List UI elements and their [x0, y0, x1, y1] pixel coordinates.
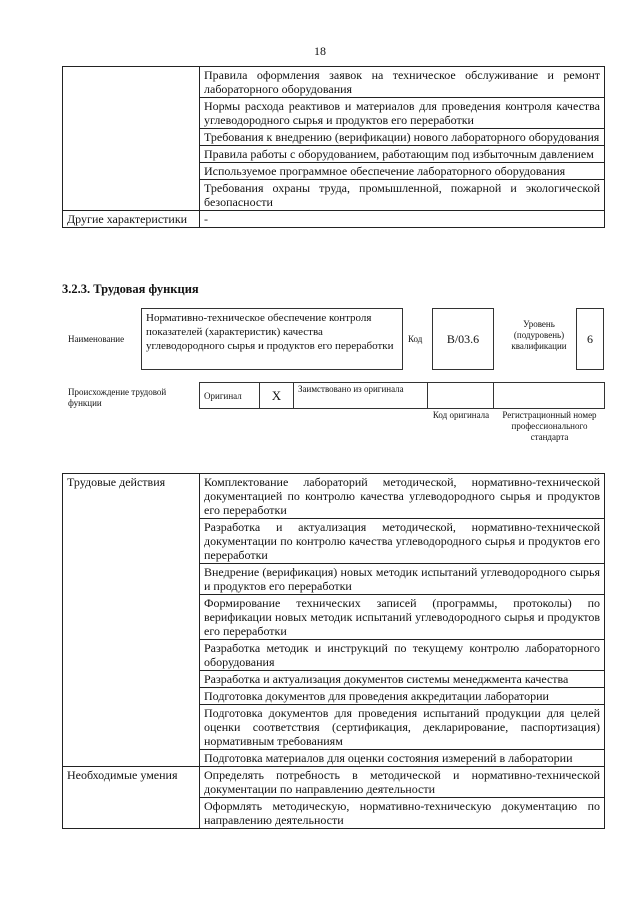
name-label: Наименование [68, 334, 125, 344]
action-item: Комплектование лабораторий методической, нормативно-технической документацией по контролю качества углеводородного сырья и продуктов его переработки [200, 474, 605, 519]
skill-item: Оформлять методическую, нормативно-техническую документацию по направлению деятельности [200, 798, 605, 829]
actions-label: Трудовые действия [63, 474, 200, 519]
level-value-box [576, 308, 604, 370]
knowledge-item: Используемое программное обеспечение лабораторного оборудования [200, 163, 605, 180]
knowledge-item: Правила работы с оборудованием, работающим под избыточным давлением [200, 146, 605, 163]
knowledge-item: Требования охраны труда, промышленной, пожарной и экологической безопасности [200, 180, 605, 211]
origin-reg-cell [494, 383, 605, 409]
action-item: Подготовка документов для проведения испытаний продукции для целей оценки соответствия (сертификация, декларирование, паспортизация) нормативным требованиям [200, 705, 605, 750]
action-item: Разработка методик и инструкций по текущему контролю лабораторного оборудования [200, 640, 605, 671]
origin-table [199, 382, 605, 409]
code-caption: Код оригинала [432, 410, 490, 420]
origin-label: Происхождение трудовой функции [68, 387, 167, 408]
name-value: Нормативно-техническое обеспечение контроля показателей (характеристик) качества углеводородного сырья и продуктов его переработки [146, 312, 394, 352]
level-label: Уровень (подуровень) квалификации [511, 319, 567, 351]
code-value-box [432, 308, 494, 370]
original-label: Оригинал [200, 383, 260, 409]
action-item: Внедрение (верификация) новых методик испытаний углеводородного сырья и продуктов его переработки [200, 564, 605, 595]
origin-code-cell [428, 383, 494, 409]
skills-label: Необходимые умения [63, 767, 200, 798]
code-label: Код [408, 334, 423, 344]
action-item: Формирование технических записей (программы, протоколы) по верификации новых методик испытаний углеводородного сырья и продуктов его переработки [200, 595, 605, 640]
code-value: B/03.6 [446, 331, 480, 346]
action-item: Разработка и актуализация методической, нормативно-технической документации по контролю качества углеводородного сырья и продуктов его переработки [200, 519, 605, 564]
knowledge-item: Требования к внедрению (верификации) нового лабораторного оборудования [200, 129, 605, 146]
knowledge-item: Правила оформления заявок на техническое обслуживание и ремонт лабораторного оборудования [200, 67, 605, 98]
reg-caption: Регистрационный номер профессионального стандарта [502, 410, 597, 442]
action-item: Разработка и актуализация документов системы менеджмента качества [200, 671, 605, 688]
section-title: 3.2.3. Трудовая функция [62, 282, 199, 296]
action-item: Подготовка документов для проведения аккредитации лаборатории [200, 688, 605, 705]
knowledge-label-cell [63, 67, 200, 98]
other-characteristics-label: Другие характеристики [63, 211, 200, 228]
knowledge-table [62, 66, 605, 228]
skill-item: Определять потребность в методической и нормативно-технической документации по направлению деятельности [200, 767, 605, 798]
function-table [62, 473, 605, 829]
level-value: 6 [587, 331, 593, 346]
action-item: Подготовка материалов для оценки состояния измерений в лаборатории [200, 750, 605, 767]
other-characteristics-value: - [200, 211, 605, 228]
name-value-box [141, 308, 403, 370]
knowledge-item: Нормы расхода реактивов и материалов для проведения контроля качества углеводородного сырья и продуктов его переработки [200, 98, 605, 129]
page-number: 18 [314, 44, 326, 58]
original-mark: X [260, 383, 294, 409]
borrowed-label: Заимствовано из оригинала [294, 383, 428, 409]
